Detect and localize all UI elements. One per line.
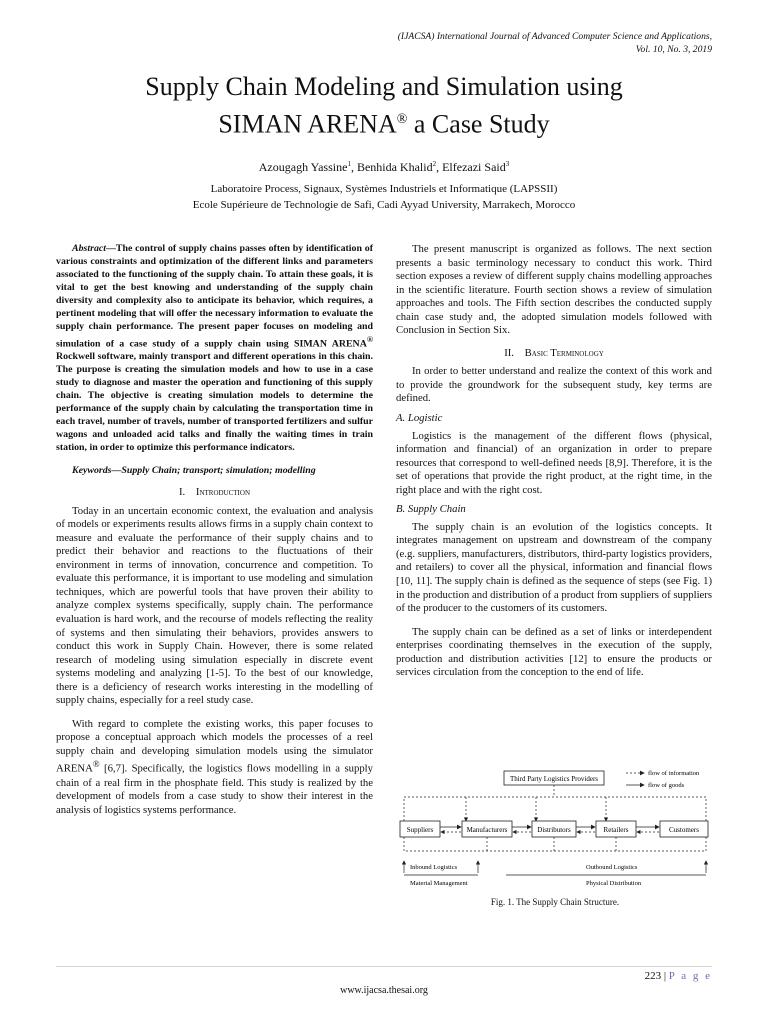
subsection-supply-chain: B. Supply Chain xyxy=(396,503,466,516)
author-3-sup: 3 xyxy=(505,160,510,168)
journal-name: (IJACSA) International Journal of Advanced Computer Science and Applications, xyxy=(397,31,712,42)
title-line-2 xyxy=(40,103,728,141)
abstract-label: Abstract xyxy=(72,243,107,254)
section-heading-terminology xyxy=(396,347,712,361)
node-retailers: Retailers xyxy=(603,826,629,834)
page-number-value: 223 xyxy=(644,970,662,982)
supply-chain-paragraph-2: The supply chain can be defined as a set of links or interdependent enterprises coordinating themselves in the execution of the supply, production and distribution activities [12] to ensure the products or services circulation from the conception to the end of life. xyxy=(396,625,712,679)
journal-header xyxy=(252,30,712,56)
info-flow-bottom xyxy=(404,837,706,851)
intro-registered-mark: ® xyxy=(92,759,100,770)
left-column xyxy=(56,243,373,817)
page-number xyxy=(645,970,712,982)
author-sep: , xyxy=(350,160,357,174)
material-label: Material Management xyxy=(410,880,468,887)
subsection-logistic: A. Logistic xyxy=(396,412,443,425)
intro-paragraph-1: Today in an uncertain economic context, the evaluation and analysis of models or experiments results allows firms in a supply chain context to measure and evaluate the performance of their supply chains and to predict their behavior and reactions to the fluctuations of their environment in terms of innovation, concurrence and competition. To evaluate this performance, it is important to use modeling and simulation techniques, which are powerful tools that have proven their ability to analyze complex systems specifically, supply chain. The performance evaluation is hard work, and the recourse of models reflecting the reality of systems and then simulating their behaviors, provides answers to conduct this work in Supply Chain. However, there is some related research of modeling using simulation especially in discrete event systems modeling and analyzing [1-5]. To the best of our knowledge, there is a deficiency of research works interesting in the modelling of supply chains, especially for a reel study case. xyxy=(56,504,373,707)
abstract-text-b: Rockwell software, mainly transport and different operations in this chain. The purpose is creating the simulation models and how to use in a case study to diagnose and master the operation and functioning of this supply chain. The objective is creating simulation models to determine the performance of the supply chain by calculating the transportation time in each travel, number of travels, number of transported fertilizers and sulfur wagons and unloaded acid talks and finally the waiting times in train station, in order to optimize this performance indicators. xyxy=(56,350,373,453)
author-2: Benhida Khalid xyxy=(356,160,433,174)
abstract xyxy=(56,243,373,455)
node-distributors: Distributors xyxy=(537,826,571,834)
figure-caption: Fig. 1. The Supply Chain Structure. xyxy=(490,897,620,907)
intro-p2-a: With regard to complete the existing works, this paper focuses to propose a conceptual approach which models the processes of a reel supply chain and developing simulation models using the simulator ARENA xyxy=(56,717,373,776)
abstract-dash: — xyxy=(106,243,116,254)
author-1: Azougagh Yassine xyxy=(258,160,348,174)
title-line-1: Supply Chain Modeling and Simulation using xyxy=(145,72,623,101)
inbound-label: Inbound Logistics xyxy=(410,864,458,871)
author-3: Elfezazi Said xyxy=(442,160,506,174)
section-title: Basic Terminology xyxy=(524,346,604,359)
legend-goods-label: flow of goods xyxy=(648,782,685,789)
outbound-label: Outbound Logistics xyxy=(586,864,638,871)
intro-paragraph-2 xyxy=(56,718,373,817)
section-number: II. xyxy=(504,346,514,359)
keywords: Keywords—Supply Chain; transport; simulation; modelling xyxy=(72,464,316,476)
logistic-paragraph: Logistics is the management of the different flows (physical, information and financial) of an organization in order to prepare resources that correspond to well-defined needs [8,9]. Therefore, it is the set of operations that provide the right product, at the right time, in the right place and with the right cost. xyxy=(396,429,712,496)
right-column xyxy=(396,243,712,680)
supply-chain-paragraph-1: The supply chain is an evolution of the logistics concepts. It integrates management on upstream and downstream of the company (e.g. suppliers, manufacturers, distributors, third-party logistics providers, and retailers) to cover all the physical, information and financial flows [10, 11]. The supply chain is defined as the sequence of steps (see Fig. 1) in the production and distribution of a product from suppliers of suppliers of the producer to the customers of its customers. xyxy=(396,520,712,615)
affiliation xyxy=(0,181,768,213)
page-word: P a g e xyxy=(668,970,712,982)
node-manufacturers: Manufacturers xyxy=(466,826,508,834)
abstract-registered-mark: ® xyxy=(366,334,373,344)
author-sep: , xyxy=(436,160,443,174)
intro-p2-b: [6,7]. Specifically, the logistics flows modelling in a supply chain of a real firm in the phosphate field. This study is realized by the development of models from a case study to show their interest in the analysis of logistics systems performance. xyxy=(56,763,373,816)
node-suppliers: Suppliers xyxy=(406,826,434,834)
affiliation-line-2: Ecole Supérieure de Technologie de Safi, Cadi Ayyad University, Marrakech, Morocco xyxy=(192,199,576,211)
section-number: I. xyxy=(178,486,186,499)
registered-mark: ® xyxy=(396,112,408,127)
author-1-sup: 1 xyxy=(347,160,351,168)
page-sep: | xyxy=(661,970,669,982)
journal-url[interactable]: www.ijacsa.thesai.org xyxy=(340,985,428,996)
author-2-sup: 2 xyxy=(432,160,437,168)
node-customers: Customers xyxy=(669,826,699,834)
physical-label: Physical Distribution xyxy=(586,880,642,887)
section-title: Introduction xyxy=(195,486,251,499)
footer-divider xyxy=(56,966,712,967)
title-line-2-a: SIMAN ARENA xyxy=(218,109,397,139)
abstract-text-a: The control of supply chains passes often by identification of various constraints and optimization of the different links and parameters associated to the functioning of the supply chain. To attain these goals, it is vital to get the best knowing and understanding of the supply chain diversity and complexity also to anticipate its behavior, which requires, a pertinent modeling that will offer the necessary information to evaluate the supply chain performance. The present paper focuses on modeling and simulation of a case study of a supply chain using SIMAN ARENA xyxy=(56,243,373,349)
authors xyxy=(0,160,768,175)
legend-info-label: flow of information xyxy=(648,770,700,777)
section-heading-introduction xyxy=(56,486,373,500)
title-line-2-b: a Case Study xyxy=(407,109,550,139)
journal-volume: Vol. 10, No. 3, 2019 xyxy=(635,44,712,55)
third-party-label: Third Party Logistics Providers xyxy=(509,775,599,783)
info-flow-top xyxy=(404,797,706,821)
supply-chain-figure xyxy=(396,765,714,893)
organization-paragraph: The present manuscript is organized as follows. The next section presents a basic terminology necessary to conduct this work. Third section exposes a review of different supply chains modelling approaches in the scientific literature. Fourth section shows a review of simulation approaches and tools. The Fifth section describes the conducted supply chain case study and, the adopted simulation models followed with Conclusion in Section Six. xyxy=(396,243,712,337)
paper-title xyxy=(40,70,728,141)
affiliation-line-1: Laboratoire Process, Signaux, Systèmes Industriels et Informatique (LAPSSII) xyxy=(210,183,558,195)
terminology-paragraph: In order to better understand and realize the context of this work and to provide the groundwork for the subsequent study, key terms are defined. xyxy=(396,365,712,405)
